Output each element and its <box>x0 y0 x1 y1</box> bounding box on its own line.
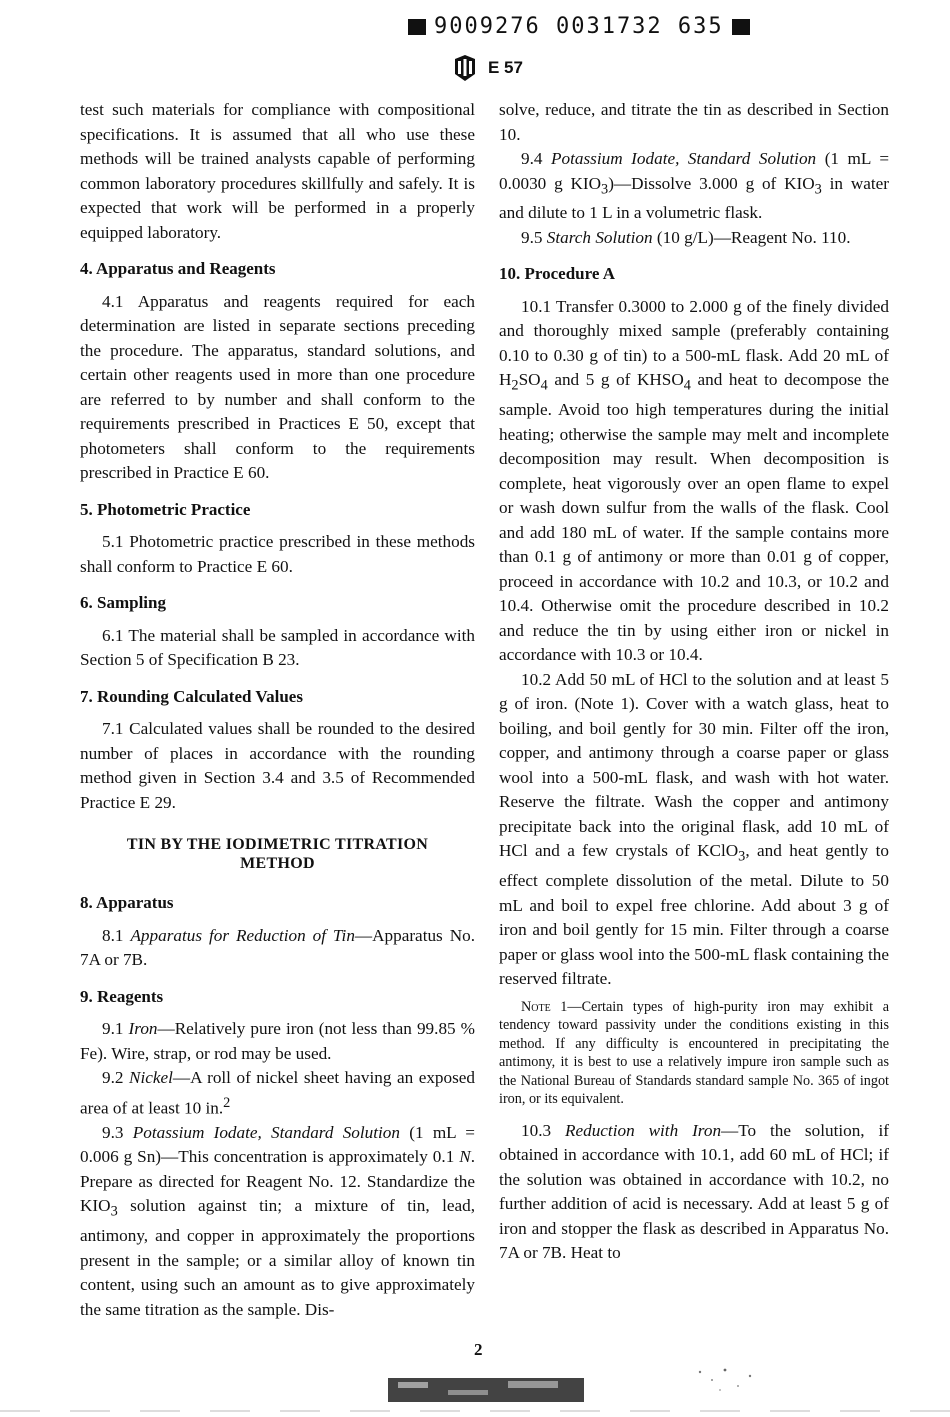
code-block-left <box>408 19 426 35</box>
paragraph-10-1: 10.1 Transfer 0.3000 to 2.000 g of the finely divided and thoroughly mixed sample (preferably containing 0.10 to 0.30 g of tin) to a 500-mL flask. Add 20 mL of $H_2SO_4$ and 5 g of $KHSO_4$ and heat to decompose the sample. Avoid too high temperatures during the initial heating; otherwise the sample may melt and incomplete decomposition may result. When decomposition is complete, heat vigorously over an open flame to expel or wash down sulfur from the walls of the flask. Cool and add 180 mL of water. If the sample contains more than 0.1 g of antimony or more than 0.01 g of copper, proceed in accordance with 10.2 and 10.3, or 10.2 and 10.4. Otherwise omit the procedure described in 10.2 and reduce the tin by using either iron or nickel in accordance with 10.3 or 10.4. <box>499 296 889 665</box>
scan-speckle-artifact <box>690 1360 760 1400</box>
intro-paragraph: test such materials for compliance with compositional specifications. It is assumed that all who use these methods will be trained analysts capable of performing common laboratory procedures skillfully and safely. It is expected that work will be performed in a properly equipped laboratory. <box>80 100 475 242</box>
paragraph-9-3: 9.3 Potassium Iodate, Standard Solution (1 mL = 0.006 g Sn)—This concentration is approximately 0.1 N. Prepare as directed for Reagent No. 12. Standardize the $KIO_3$ solution against tin; a mixture of tin, lead, antimony, and copper in approximately the proportions present in the sample; or a similar alloy of known tin content, using such an amount as to give approximately the same titration as the sample. Dis- <box>80 1122 476 1319</box>
paragraph-7-1: 7.1 Calculated values shall be rounded to the desired number of places in accordance with the rounding method given in Section 3.4 and 3.5 of Recommended Practice E 29. <box>80 719 475 812</box>
bottom-scan-line <box>0 1410 950 1412</box>
page-header <box>452 54 523 82</box>
paragraph-10-2: 10.2 Add 50 mL of HCl to the solution and at least 5 g of iron. (Note 1). Cover with a watch glass, heat to boiling, and boil gently for 30 min. Filter off the iron, copper, and antimony through a coarse paper or glass wool into a 500-mL flask, and wash with hot water. Reserve the filtrate. Wash the copper and antimony precipitate back into the original flask, add 10 mL of HCl and a few crystals of KClO$_3$, and heat gently to effect complete dissolution of the metal. Dilute to 50 mL and boil to expel free chlorine. Add about 3 g of iron and boil gently for 15 min. Filter through a coarse paper or glass wool into the 500-mL flask containing the reserved filtrate. <box>499 669 889 989</box>
section-heading: 6. Sampling <box>80 593 166 612</box>
section-heading: 5. Photometric Practice <box>80 499 251 519</box>
page-number: 2 <box>474 1340 483 1359</box>
right-column <box>499 98 889 1266</box>
footnote-ref: 2 <box>223 1094 231 1111</box>
section-heading: 4. Apparatus and Reagents <box>80 259 276 278</box>
paragraph-5-1: 5.1 Photometric practice prescribed in these methods shall conform to Practice E 60. <box>80 532 475 576</box>
note-label: Note 1 <box>521 998 568 1015</box>
paragraph-9-1: 9.1 Iron—Relatively pure iron (not less than 99.85 % Fe). Wire, strap, or rod may be used. <box>80 1019 475 1063</box>
code-text: 9009276 0031732 635 <box>434 14 724 39</box>
method-title: TIN BY THE IODIMETRIC TITRATION METHOD <box>126 836 429 872</box>
document-code-line <box>400 14 758 39</box>
continued-paragraph: solve, reduce, and titrate the tin as described in Section 10. <box>499 100 889 144</box>
paragraph-10-3: 10.3 Reduction with Iron—To the solution, if obtained in accordance with 10.1, add 60 mL of HCl; if the solution was obtained in accordance with 10.2, no further addition of acid is necessary. Add at least 5 g of iron and stopper the flask as described in Apparatus No. 7A or 7B. Heat to <box>499 1120 890 1263</box>
paragraph-8-1: 8.1 Apparatus for Reduction of Tin—Apparatus No. 7A or 7B. <box>80 925 475 969</box>
paragraph-9-5: 9.5 Starch Solution (10 g/L)—Reagent No. 110. <box>521 227 851 247</box>
paragraph-4-1: 4.1 Apparatus and reagents required for each determination are listed in separate sections preceding the procedure. The apparatus, standard solutions, and certain other reagents used in more than one procedure are referred to by number and shall conform to the requirements prescribed in Practices E 50, except that photometers shall conform to the requirements prescribed in Practice E 60. <box>80 291 475 482</box>
section-heading: 9. Reagents <box>80 986 164 1006</box>
code-block-right <box>732 19 750 35</box>
paragraph-6-1: 6.1 The material shall be sampled in accordance with Section 5 of Specification B 23. <box>80 625 475 669</box>
paragraph-9-4: 9.4 Potassium Iodate, Standard Solution (1 mL = 0.0030 g $KIO_3)—Dissolve$ 3.000 g of $KIO_3$ in water and dilute to 1 L in a volumetric flask. <box>499 149 890 223</box>
section-heading: 10. Procedure A <box>499 264 615 284</box>
section-heading: 8. Apparatus <box>80 893 174 912</box>
section-heading: 7. Rounding Calculated Values <box>80 686 303 706</box>
standard-designation: E 57 <box>488 58 523 77</box>
paragraph-9-2: 9.2 Nickel—A roll of nickel sheet having an exposed area of at least 10 in.$^2$ <box>80 1068 476 1118</box>
note-1: Note 1—Certain types of high-purity iron may exhibit a tendency toward passivity under the conditions existing in this method. If any difficulty is encountered in precipitating the antimony, it is best to use a relatively impure iron sample such as the National Bureau of Standards standard sample No. 365 of ingot iron, or its equivalent. <box>499 998 890 1108</box>
left-column <box>80 98 475 1322</box>
scan-noise-artifact <box>388 1372 584 1406</box>
astm-logo-icon <box>452 54 478 82</box>
